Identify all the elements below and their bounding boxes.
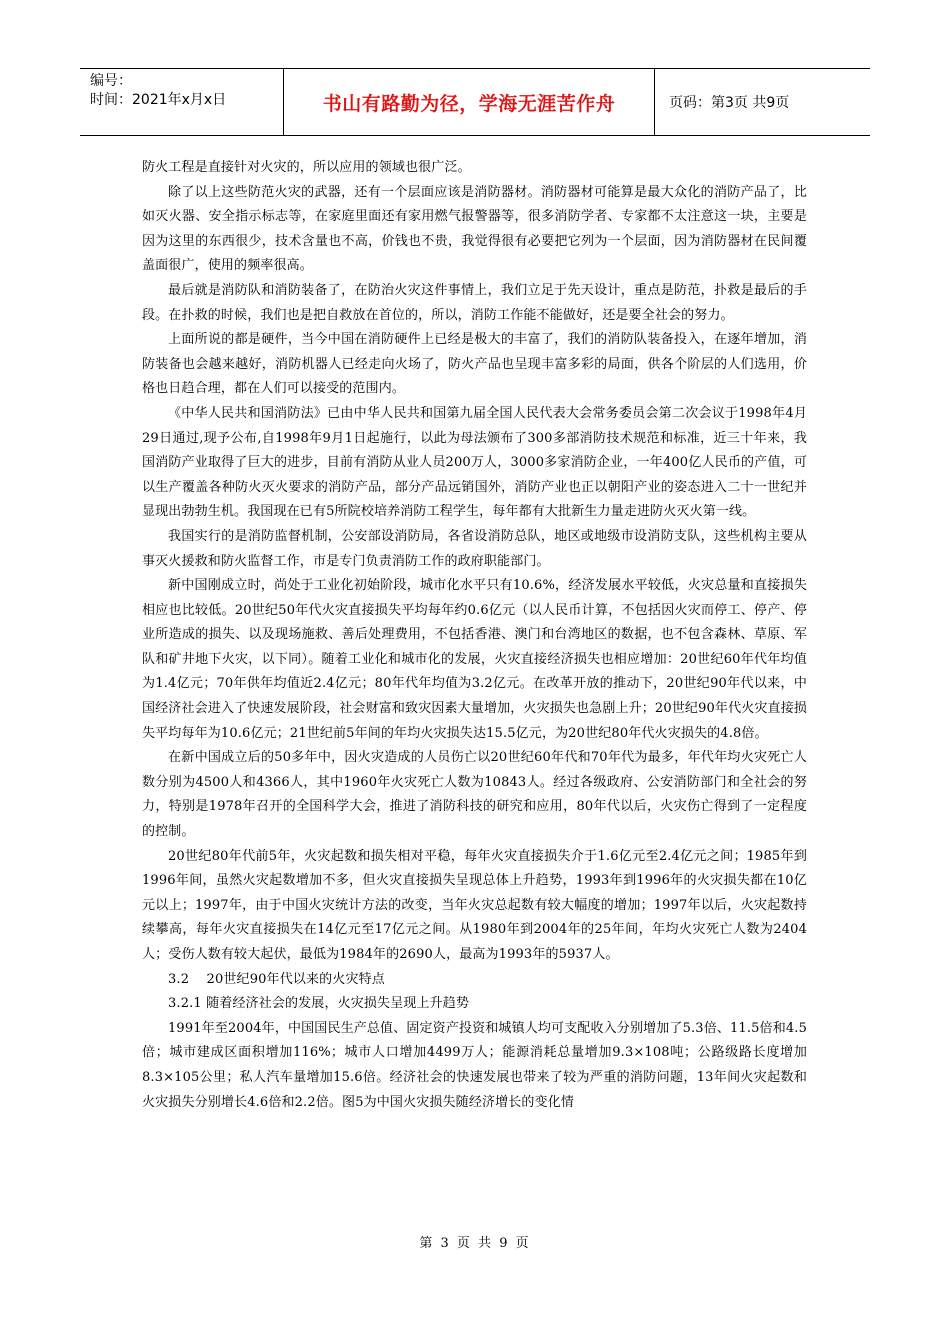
document-body [142, 156, 807, 1115]
header-page-number: 页码：第3页 共9页 [669, 95, 790, 111]
paragraph: 20世纪80年代前5年，火灾起数和损失相对平稳，每年火灾直接损失介于1.6亿元至2.4亿元之间；1985年到1996年间，虽然火灾起数增加不多，但火灾直接损失呈现总体上升趋势，1993年到1996年的火灾损失都在10亿元以上；1997年，由于中国火灾统计方法的改变，当年火灾总起数有较大幅度的增加；1997年以后，火灾起数持续攀高，每年火灾直接损失在14亿元至17亿元之间。从1980年到2004年的25年间，年均火灾死亡人数为2404人；受伤人数有较大起伏，最低为1984年的2690人，最高为1993年的5937人。 [142, 848, 807, 962]
header-motto: 书山有路勤为径，学海无涯苦作舟 [322, 92, 616, 115]
paragraph: 防火工程是直接针对火灾的，所以应用的领域也很广泛。 [142, 160, 471, 175]
section-heading: 3.2 20世纪90年代以来的火灾特点 [168, 971, 385, 987]
header-motto-cell [283, 69, 655, 135]
paragraph: 在新中国成立后的50多年中，因火灾造成的人员伤亡以20世纪60年代和70年代为最多，年代年均火灾死亡人数分别为4500人和4366人，其中1960年火灾死亡人数为10843人。经过各级政府、公安消防部门和全社会的努力，特别是1978年召开的全国科学大会，推进了消防科技的研究和应用，80年代以后，火灾伤亡得到了一定程度的控制。 [142, 750, 807, 840]
paragraph: 《中华人民共和国消防法》已由中华人民共和国第九届全国人民代表大会常务委员会第二次会议于1998年4月29日通过,现予公布,自1998年9月1日起施行，以此为母法颁布了300多部消防技术规范和标准，近三十年来，我国消防产业取得了巨大的进步，目前有消防从业人员200万人，3000多家消防企业，一年400亿人民币的产值，可以生产覆盖各种防火灭火要求的消防产品，部分产品远销国外，消防产业也正以朝阳产业的姿态进入二十一世纪并显现出勃勃生机。我国现在已有5所院校培养消防工程学生，每年都有大批新生力量走进防火灭火第一线。 [142, 405, 807, 520]
paragraph: 新中国刚成立时，尚处于工业化初始阶段，城市化水平只有10.6%，经济发展水平较低，火灾总量和直接损失相应也比较低。20世纪50年代火灾直接损失平均每年约0.6亿元（以人民币计算，不包括因火灾而停工、停产、停业所造成的损失、以及现场施救、善后处理费用，不包括香港、澳门和台湾地区的数据，也不包含森林、草原、军队和矿井地下火灾，以下同）。随着工业化和城市化的发展，火灾直接经济损失也相应增加：20世纪60年代年均值为1.4亿元；70年供年均值近2.4亿元；80年代年均值为3.2亿元。在改革开放的推动下，20世纪90年代以来，中国经济社会进入了快速发展阶段，社会财富和致灾因素大量增加，火灾损失也急剧上升；20世纪90年代火灾直接损失平均每年为10.6亿元；21世纪前5年间的年均火灾损失达15.5亿元，为20世纪80年代火灾损失的4.8倍。 [142, 578, 807, 741]
paragraph: 除了以上这些防范火灾的武器，还有一个层面应该是消防器材。消防器材可能算是最大众化的消防产品了，比如灭火器、安全指示标志等，在家庭里面还有家用燃气报警器等，很多消防学者、专家都不太注意这一块，主要是因为这里的东西很少，技术含量也不高，价钱也不贵，我觉得很有必要把它列为一个层面，因为消防器材在民间覆盖面很广，使用的频率很高。 [142, 184, 807, 274]
header-page-cell [655, 69, 870, 135]
paragraph: 最后就是消防队和消防装备了，在防治火灾这件事情上，我们立足于先天设计，重点是防范，扑救是最后的手段。在扑救的时候，我们也是把自救放在首位的，所以，消防工作能不能做好，还是要全社会的努力。 [142, 282, 807, 323]
document-number-label: 编号： [90, 73, 132, 89]
paragraph: 我国实行的是消防监督机制，公安部设消防局，各省设消防总队，地区或地级市设消防支队，这些机构主要从事灭火援救和防火监督工作，市是专门负责消防工作的政府职能部门。 [142, 528, 807, 569]
header-meta [80, 69, 283, 135]
paragraph: 上面所说的都是硬件，当今中国在消防硬件上已经是极大的丰富了，我们的消防队装备投入，在逐年增加，消防装备也会越来越好，消防机器人已经走向火场了，防火产品也呈现丰富多彩的局面，供各个阶层的人们选用，价格也日趋合理，都在人们可以接受的范围内。 [142, 332, 807, 397]
paragraph: 1991年至2004年，中国国民生产总值、固定资产投资和城镇人均可支配收入分别增加了5.3倍、11.5倍和4.5倍；城市建成区面积增加116%；城市人口增加4499万人；能源消耗总量增加9.3×108吨；公路级路长度增加8.3×105公里；私人汽车量增加15.6倍。经济社会的快速发展也带来了较为严重的消防问题，13年间火灾起数和火灾损失分别增长4.6倍和2.2倍。图5为中国火灾损失随经济增长的变化情 [142, 1020, 807, 1110]
document-date-label: 时间：2021年x月x日 [90, 92, 227, 108]
subsection-heading: 3.2.1 随着经济社会的发展，火灾损失呈现上升趋势 [168, 996, 470, 1012]
page-header [80, 68, 870, 136]
page-footer: 第 3 页 共 9 页 [419, 1236, 531, 1251]
